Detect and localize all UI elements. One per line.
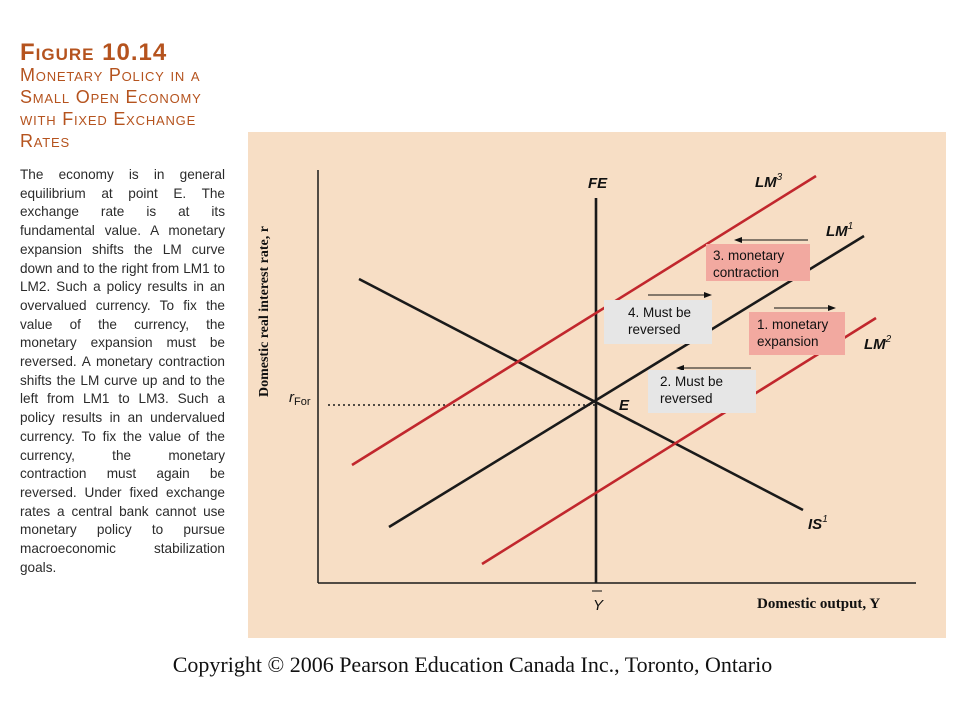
figure-title-line-1: Monetary Policy in a: [20, 65, 201, 85]
figure-title-line-4: Rates: [20, 131, 70, 151]
figure-title-line-3: with Fixed Exchange: [20, 109, 197, 129]
lm2-label: $LM^2$: [864, 334, 892, 353]
y-axis-label: Domestic real interest rate, r: [257, 226, 272, 397]
r-for-label: $r_{For}$: [289, 389, 311, 408]
figure-caption: The economy is in general equilibrium at point E. The exchange rate is at its fundamental value. A monetary expansion shifts the LM curve down and to the right from LM1 to LM2. Such a policy results in an overvalued currency. To fix the value of the currency, the monetary expansion must be reversed. A monetary contraction shifts the LM curve up and to the left from LM1 to LM3. Such a policy results in an undervalued currency. To fix the value of the currency, the monetary contraction must again be reversed. Under fixed exchange rates a central bank cannot use monetary policy to pursue macroeconomic stabilization goals.: [20, 167, 225, 575]
box4-line-2: reversed: [628, 322, 681, 337]
figure-number: Figure 10.14: [20, 39, 168, 66]
box3-line-1: 3. monetary: [713, 248, 785, 263]
diagram-panel: [248, 132, 946, 638]
box1-line-1: 1. monetary: [757, 317, 829, 332]
is-lm-fe-diagram: [248, 132, 946, 638]
box-must-be-reversed-lower: [648, 365, 756, 413]
equilibrium-label: E: [619, 397, 630, 414]
box4-line-1: 4. Must be: [628, 305, 692, 320]
box3-line-2: contraction: [713, 265, 780, 280]
copyright-notice: Copyright © 2006 Pearson Education Canada Inc., Toronto, Ontario: [172, 652, 773, 677]
box2-line-2: reversed: [660, 391, 713, 406]
lm1-label: $LM^1$: [826, 221, 854, 240]
lm3-curve: [352, 176, 816, 465]
ybar-label: Y: [593, 597, 604, 614]
arrowhead-1: [828, 305, 836, 311]
figure-title-block: [20, 39, 235, 152]
box-must-be-reversed-upper: [604, 292, 712, 344]
figure-title-line-2: Small Open Economy: [20, 87, 202, 107]
box-monetary-expansion: [749, 305, 845, 355]
box1-line-2: expansion: [757, 334, 819, 349]
x-axis-label: Domestic output, Y: [757, 596, 881, 612]
arrowhead-3: [734, 237, 742, 243]
lm3-label: $LM^3$: [755, 172, 783, 191]
arrowhead-4: [704, 292, 712, 298]
is1-label: $IS^1$: [808, 514, 828, 533]
box2-line-1: 2. Must be: [660, 374, 724, 389]
box-monetary-contraction: [706, 237, 810, 281]
fe-label: FE: [588, 175, 608, 192]
